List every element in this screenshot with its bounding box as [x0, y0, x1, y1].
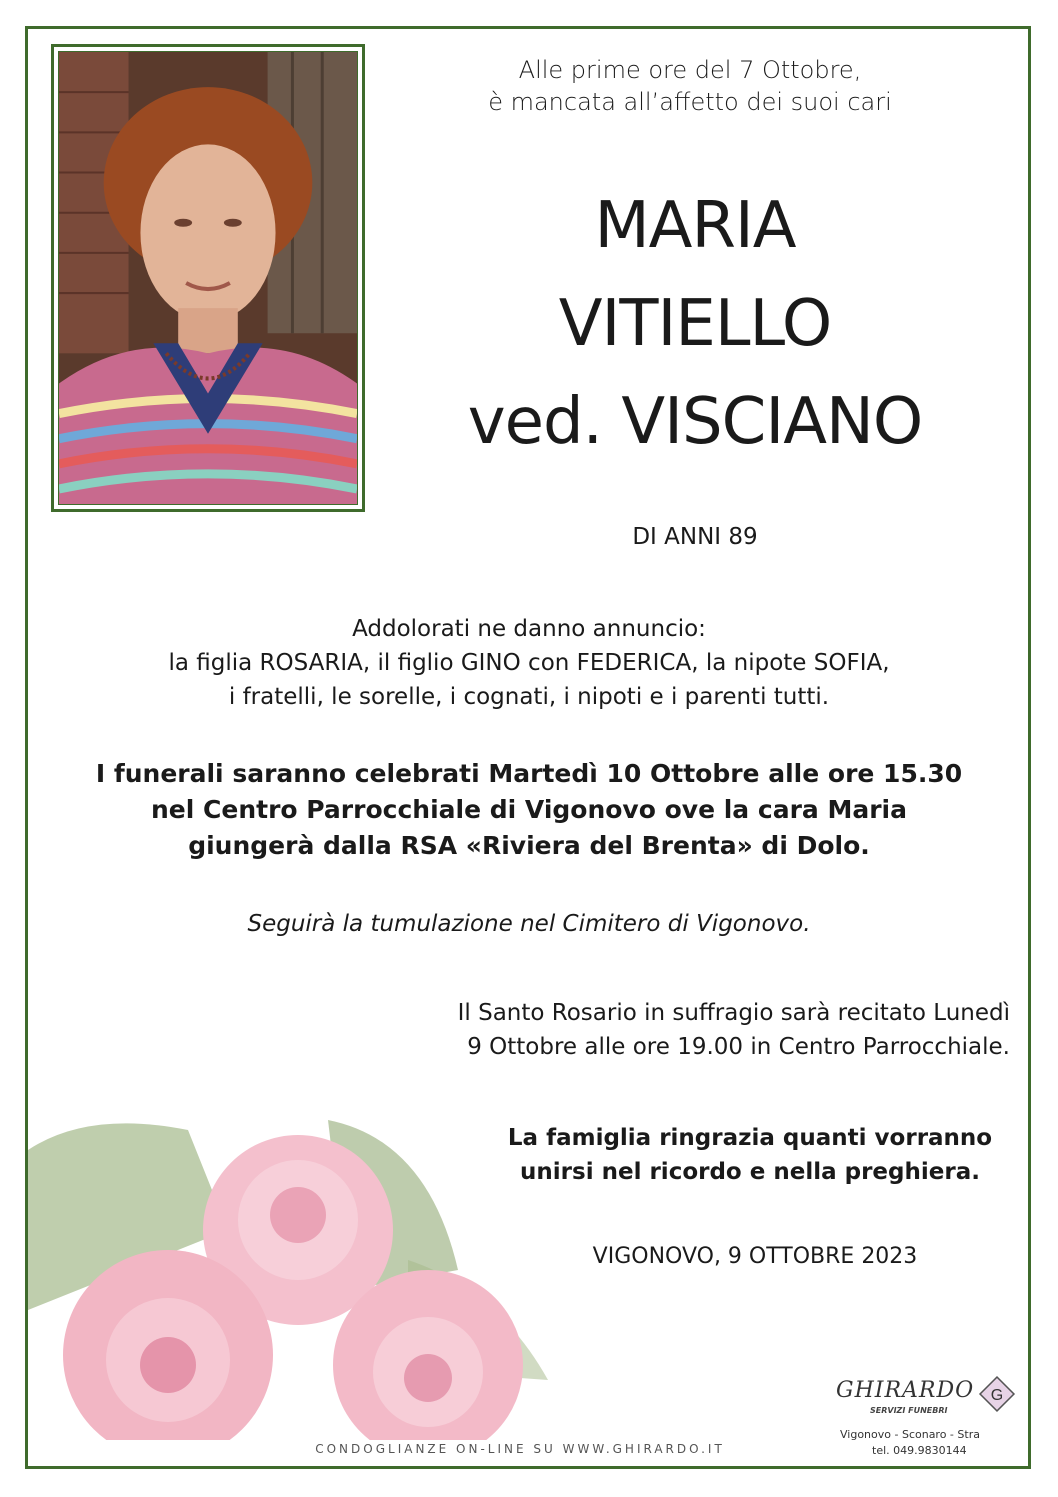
logo-name: GHIRARDO — [836, 1378, 975, 1403]
intro-line-2: è mancata all’affetto dei suoi cari — [488, 88, 892, 116]
intro-text — [420, 54, 960, 118]
first-name: MARIA — [594, 189, 796, 263]
funeral-home-logo — [830, 1372, 1030, 1462]
rosary-line-1: Il Santo Rosario in suffragio sarà recitato Lunedì — [457, 1000, 1010, 1026]
age-line: DI ANNI 89 — [632, 524, 758, 550]
portrait-photo — [59, 52, 357, 504]
logo-letter: G — [990, 1387, 1004, 1404]
announcement-line-2: la figlia ROSARIA, il figlio GINO con FEDERICA, la nipote SOFIA, — [168, 650, 890, 676]
rosary-note — [330, 996, 1010, 1064]
rosary-line-2: 9 Ottobre alle ore 19.00 in Centro Parrocchiale. — [467, 1034, 1010, 1060]
funeral-details — [40, 756, 1018, 864]
logo-locations: Vigonovo - Sconaro - Stra — [840, 1428, 980, 1441]
funeral-line-2: nel Centro Parrocchiale di Vigonovo ove la cara Maria — [151, 795, 907, 824]
thanks-message — [470, 1121, 1030, 1189]
announcement-line-3: i fratelli, le sorelle, i cognati, i nipoti e i parenti tutti. — [228, 684, 830, 710]
announcement — [40, 612, 1018, 714]
married-name: ved. VISCIANO — [467, 385, 923, 459]
burial-note: Seguirà la tumulazione nel Cimitero di Vigonovo. — [247, 911, 811, 937]
place-date: VIGONOVO, 9 OTTOBRE 2023 — [592, 1244, 918, 1269]
logo-subtitle: SERVIZI FUNEBRI — [870, 1406, 948, 1415]
funeral-line-3: giungerà dalla RSA «Riviera del Brenta» di Dolo. — [188, 831, 870, 860]
thanks-line-1: La famiglia ringrazia quanti vorranno — [507, 1125, 993, 1151]
announcement-line-1: Addolorati ne danno annuncio: — [352, 616, 706, 642]
logo-diamond-icon — [977, 1374, 1017, 1414]
logo-phone: tel. 049.9830144 — [872, 1444, 967, 1457]
last-name: VITIELLO — [558, 287, 832, 361]
portrait-photo-frame — [51, 44, 365, 512]
condolences-link[interactable]: CONDOGLIANZE ON-LINE SU WWW.GHIRARDO.IT — [315, 1442, 725, 1456]
intro-line-1: Alle prime ore del 7 Ottobre, — [518, 56, 862, 84]
funeral-line-1: I funerali saranno celebrati Martedì 10 Ottobre alle ore 15.30 — [95, 759, 963, 788]
thanks-line-2: unirsi nel ricordo e nella preghiera. — [520, 1159, 980, 1185]
